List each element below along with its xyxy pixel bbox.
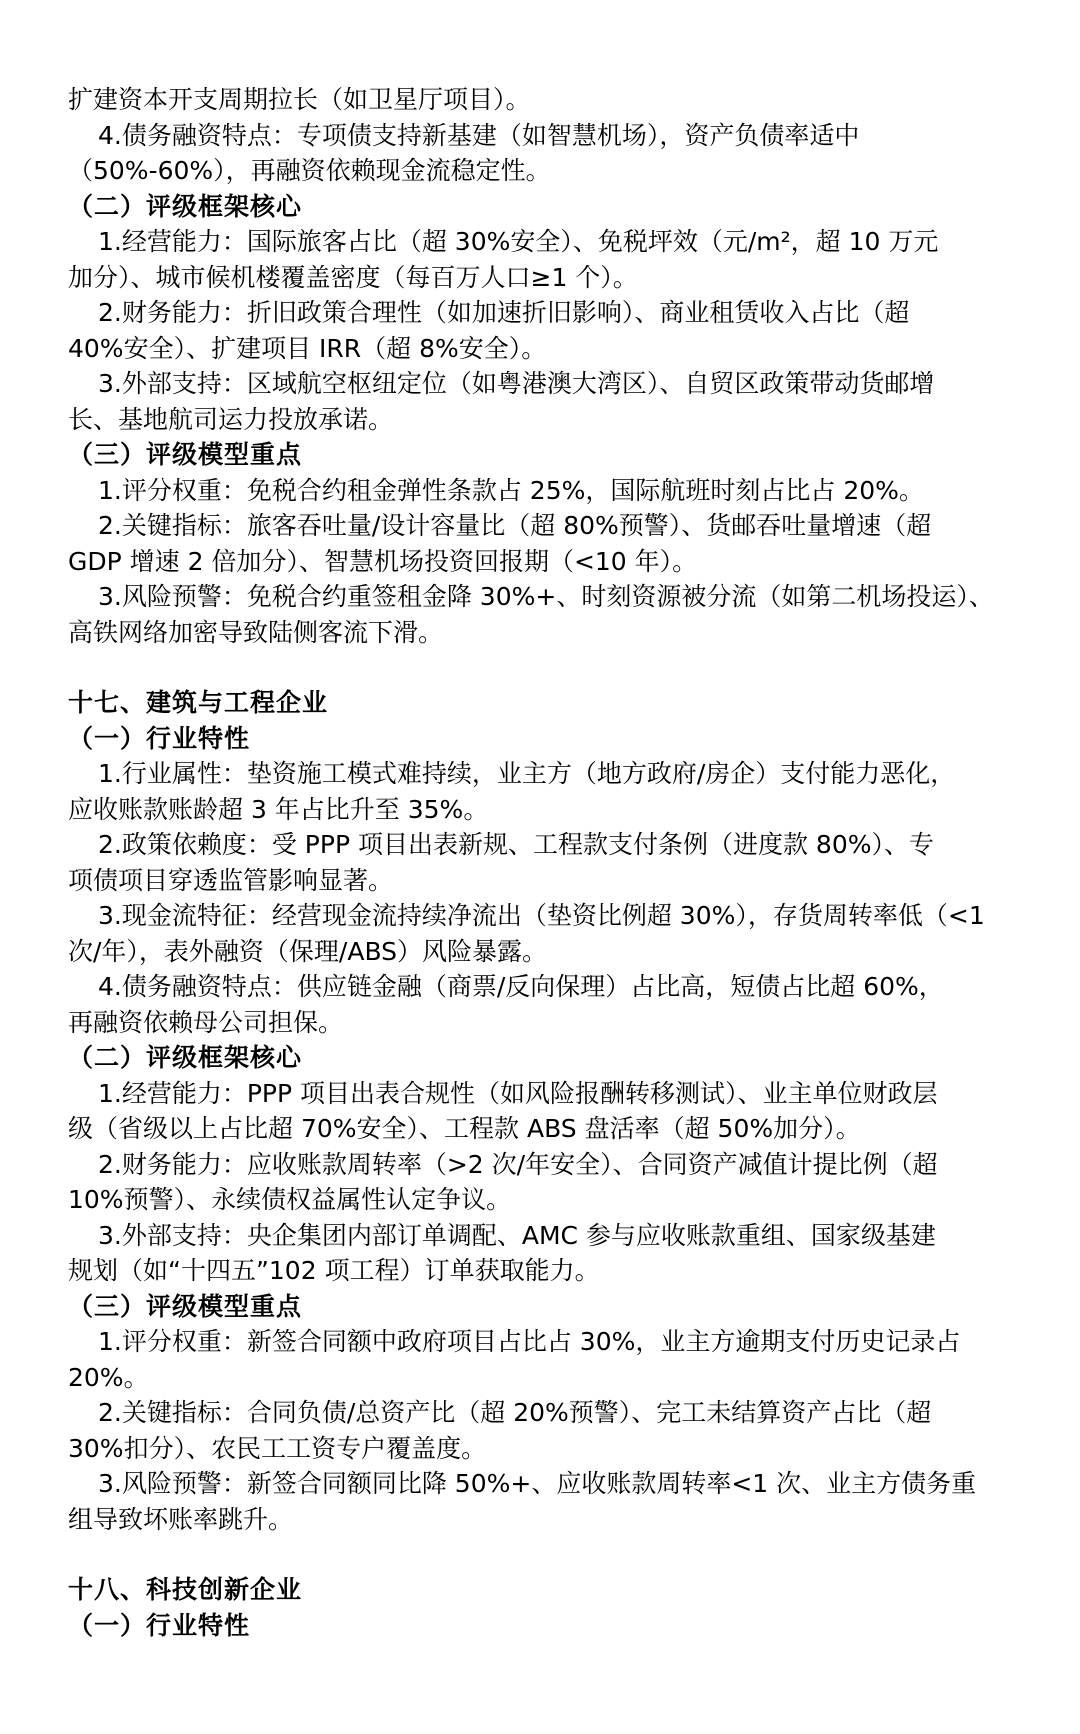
body-line: 3.风险预警：免税合约重签租金降 30%+、时刻资源被分流（如第二机场投运）、 [98,582,994,611]
body-line: 2.财务能力：折旧政策合理性（如加速折旧影响）、商业租赁收入占比（超 [98,298,910,327]
section-title-17: 十七、建筑与工程企业 [68,688,329,717]
body-line: 10%预警）、永续债权益属性认定争议。 [68,1185,512,1214]
body-line: 3.外部支持：央企集团内部订单调配、AMC 参与应收账款重组、国家级基建 [98,1220,936,1250]
body-line: 长、基地航司运力投放承诺。 [68,404,394,434]
body-line: 扩建资本开支周期拉长（如卫星厅项目）。 [68,85,531,114]
body-line: 1.评分权重：免税合约租金弹性条款占 25%，国际航班时刻占比占 20%。 [98,475,924,505]
body-line: 4.债务融资特点：专项债支持新基建（如智慧机场），资产负债率适中 [98,120,860,150]
sub-heading: （三）评级模型重点 [68,440,303,469]
sub-heading: （三）评级模型重点 [68,1291,303,1321]
body-line: 30%扣分）、农民工工资专户覆盖度。 [68,1433,487,1463]
sub-heading: （一）行业特性 [68,1610,251,1640]
section-gap [68,1537,1028,1572]
body-line: 2.关键指标：合同负债/总资产比（超 20%预警）、完工未结算资产占比（超 [98,1398,932,1427]
section-gap [68,650,1028,685]
body-line: 级（省级以上占比超 70%安全）、工程款 ABS 盘活率（超 50%加分）。 [68,1114,861,1143]
body-line: 加分）、城市候机楼覆盖密度（每百万人口≥1 个）。 [68,262,638,292]
body-line: （50%-60%），再融资依赖现金流稳定性。 [68,156,551,185]
body-line: 规划（如“十四五”102 项工程）订单获取能力。 [68,1256,600,1285]
body-line: 2.关键指标：旅客吞吐量/设计容量比（超 80%预警）、货邮吞吐量增速（超 [98,511,932,540]
body-line: 20%。 [68,1362,149,1392]
section-title-18: 十八、科技创新企业 [68,1575,303,1604]
body-line: 2.政策依赖度：受 PPP 项目出表新规、工程款支付条例（进度款 80%）、专 [98,830,934,859]
sub-heading: （二）评级框架核心 [68,1043,303,1072]
body-line: 3.外部支持：区域航空枢纽定位（如粤港澳大湾区）、自贸区政策带动货邮增 [98,369,935,398]
sub-heading: （二）评级框架核心 [68,191,303,221]
body-line: 应收账款账龄超 3 年占比升至 35%。 [68,794,489,824]
body-line: 1.行业属性：垫资施工模式难持续，业主方（地方政府/房企）支付能力恶化， [98,759,956,788]
body-line: 1.评分权重：新签合同额中政府项目占比占 30%，业主方逾期支付历史记录占 [98,1327,961,1356]
sub-heading: （一）行业特性 [68,723,251,753]
body-line: 40%安全）、扩建项目 IRR（超 8%安全）。 [68,333,547,363]
body-line: GDP 增速 2 倍加分）、智慧机场投资回报期（<10 年）。 [68,546,698,576]
body-line: 项债项目穿透监管影响显著。 [68,865,394,895]
body-line: 2.财务能力：应收账款周转率（>2 次/年安全）、合同资产减值计提比例（超 [98,1149,938,1179]
body-line: 1.经营能力：国际旅客占比（超 30%安全）、免税坪效（元/m²，超 10 万元 [98,227,939,256]
body-line: 高铁网络加密导致陆侧客流下滑。 [68,617,444,647]
body-line: 3.现金流特征：经营现金流持续净流出（垫资比例超 30%），存货周转率低（<1 [98,901,985,930]
body-line: 3.风险预警：新签合同额同比降 50%+、应收账款周转率<1 次、业主方债务重 [98,1469,977,1498]
body-line: 4.债务融资特点：供应链金融（商票/反向保理）占比高，短债占比超 60%， [98,972,944,1001]
body-line: 1.经营能力：PPP 项目出表合规性（如风险报酬转移测试）、业主单位财政层 [98,1078,938,1108]
body-line: 次/年），表外融资（保理/ABS）风险暴露。 [68,936,548,966]
body-line: 再融资依赖母公司担保。 [68,1007,344,1037]
body-line: 组导致坏账率跳升。 [68,1504,294,1534]
